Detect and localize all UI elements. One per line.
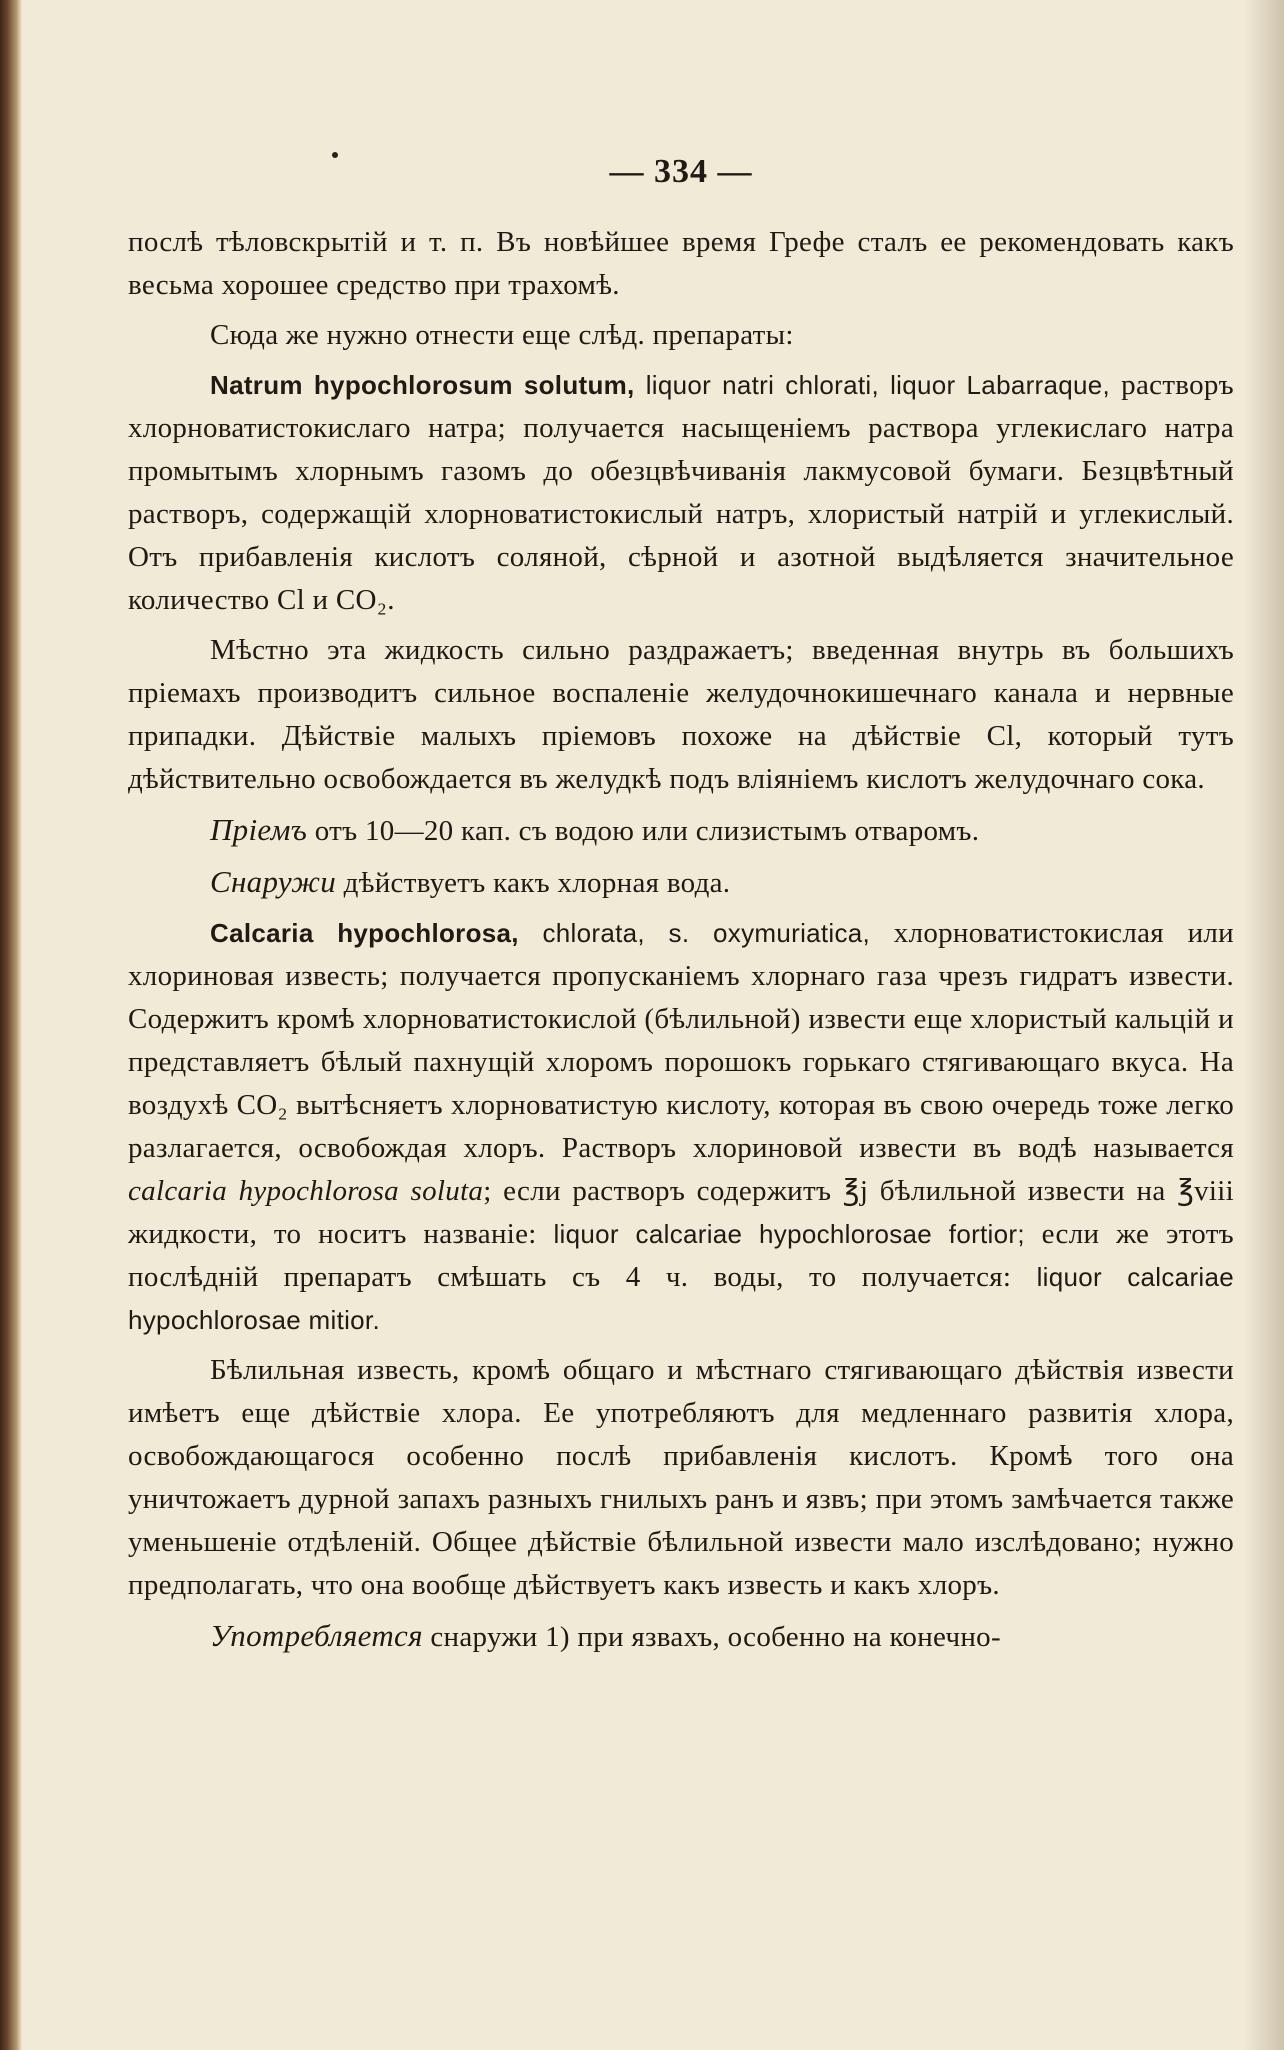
paragraph-intro: послѣ тѣловскрытій и т. п. Въ новѣйшее время Грефе сталъ ее рекомендовать какъ весьма хорошее средство при трахомѣ. — [128, 226, 1234, 301]
page-shadow — [1244, 0, 1284, 2050]
natrum-name: Natrum hypochlorosum solutum, — [210, 370, 635, 400]
calcaria-fortior: liquor calcariae hypochlorosae fortior; — [553, 1219, 1025, 1249]
dose-text: отъ 10—20 кап. съ водою или слизистымъ отваромъ. — [314, 815, 980, 847]
paragraph-usage — [128, 1614, 1234, 1659]
natrum-text: растворъ хлорноватистокислаго натра; получается насыщеніемъ раствора углекислаго натра промытымъ хлорнымъ газомъ до обезцвѣчиванія лакмусовой бумаги. Безцвѣтный растворъ, содержащій хлорноватистокислый натръ, хлористый натрій и углекислый. Отъ прибавленія кислотъ соляной, сѣрной и азотной выдѣляется значительное количество Cl и CO₂. — [128, 369, 1234, 616]
paragraph-external — [128, 860, 1234, 905]
calcaria-text-a: хлорноватистокислая или хлориновая известь; получается пропусканіемъ хлорнаго газа чрезъ гидратъ извести. Содержитъ кромѣ хлорноватистокислой (бѣлильной) извести еще хлористый кальцій и представляетъ бѣлый пахнущій хлоромъ порошокъ горькаго стягивающаго вкуса. На воздухѣ CO₂ вытѣсняетъ хлорноватистую кислоту, которая въ свою очередь тоже легко разлагается, освобождая хлоръ. Растворъ хлориновой извести въ водѣ называется — [128, 917, 1234, 1164]
calcaria-name: Calcaria hypochlorosa, — [210, 918, 519, 948]
paragraph-natrum — [128, 364, 1234, 622]
book-binding-edge — [0, 0, 22, 2050]
paragraph-calcaria — [128, 912, 1234, 1342]
calcaria-text-c: если же этотъ послѣдній препаратъ смѣшать съ 4 ч. воды, то получается: — [128, 1218, 1234, 1293]
paragraph-preparations: Сюда же нужно отнести еще слѣд. препараты: — [210, 319, 794, 351]
external-text: дѣйствуетъ какъ хлорная вода. — [343, 867, 731, 899]
paragraph-dose — [128, 808, 1234, 853]
external-label: Снаружи — [210, 864, 337, 899]
usage-label: Употребляется — [210, 1618, 423, 1653]
paragraph-local-action: Мѣстно эта жидкость сильно раздражаетъ; введенная внутрь въ большихъ пріемахъ производитъ сильное воспаленіе желудочнокишечнаго канала и нервные припадки. Дѣйствіе малыхъ пріемовъ похоже на дѣйствіе Cl, который тутъ дѣйствительно освобождается въ желудкѣ подъ вліяніемъ кислотъ желудочнаго сока. — [128, 634, 1234, 795]
dose-label: Пріемъ — [210, 812, 308, 847]
paragraph-bleach: Бѣлильная известь, кромѣ общаго и мѣстнаго стягивающаго дѣйствія извести имѣетъ еще дѣйствіе хлора. Ее употребляютъ для медленнаго развитія хлора, освобождающагося особенно послѣ прибавленія кислотъ. Кромѣ того она уничтожаетъ дурной запахъ разныхъ гнилыхъ ранъ и язвъ; при этомъ замѣчается также уменьшеніе отдѣленій. Общее дѣйствіе бѣлильной извести мало изслѣдовано; нужно предполагать, что она вообще дѣйствуетъ какъ известь и какъ хлоръ. — [128, 1354, 1234, 1601]
natrum-synonyms: liquor natri chlorati, liquor Labarraque, — [645, 370, 1111, 400]
page-body — [128, 150, 1234, 1666]
page-number: — 334 — — [609, 153, 753, 190]
usage-text: снаружи 1) при язвахъ, особенно на конечно- — [430, 1621, 1001, 1653]
calcaria-mitior: liquor calcariae hypochlorosae mitior. — [128, 1262, 1234, 1335]
calcaria-solution-name: calcaria hypochlorosa soluta — [128, 1175, 484, 1207]
calcaria-synonyms: chlorata, s. oxymuriatica, — [542, 918, 871, 948]
calcaria-text-b: ; если растворъ содержитъ ℥j бѣлильной извести на ℥viii жидкости, то носитъ названіе: — [128, 1175, 1234, 1250]
